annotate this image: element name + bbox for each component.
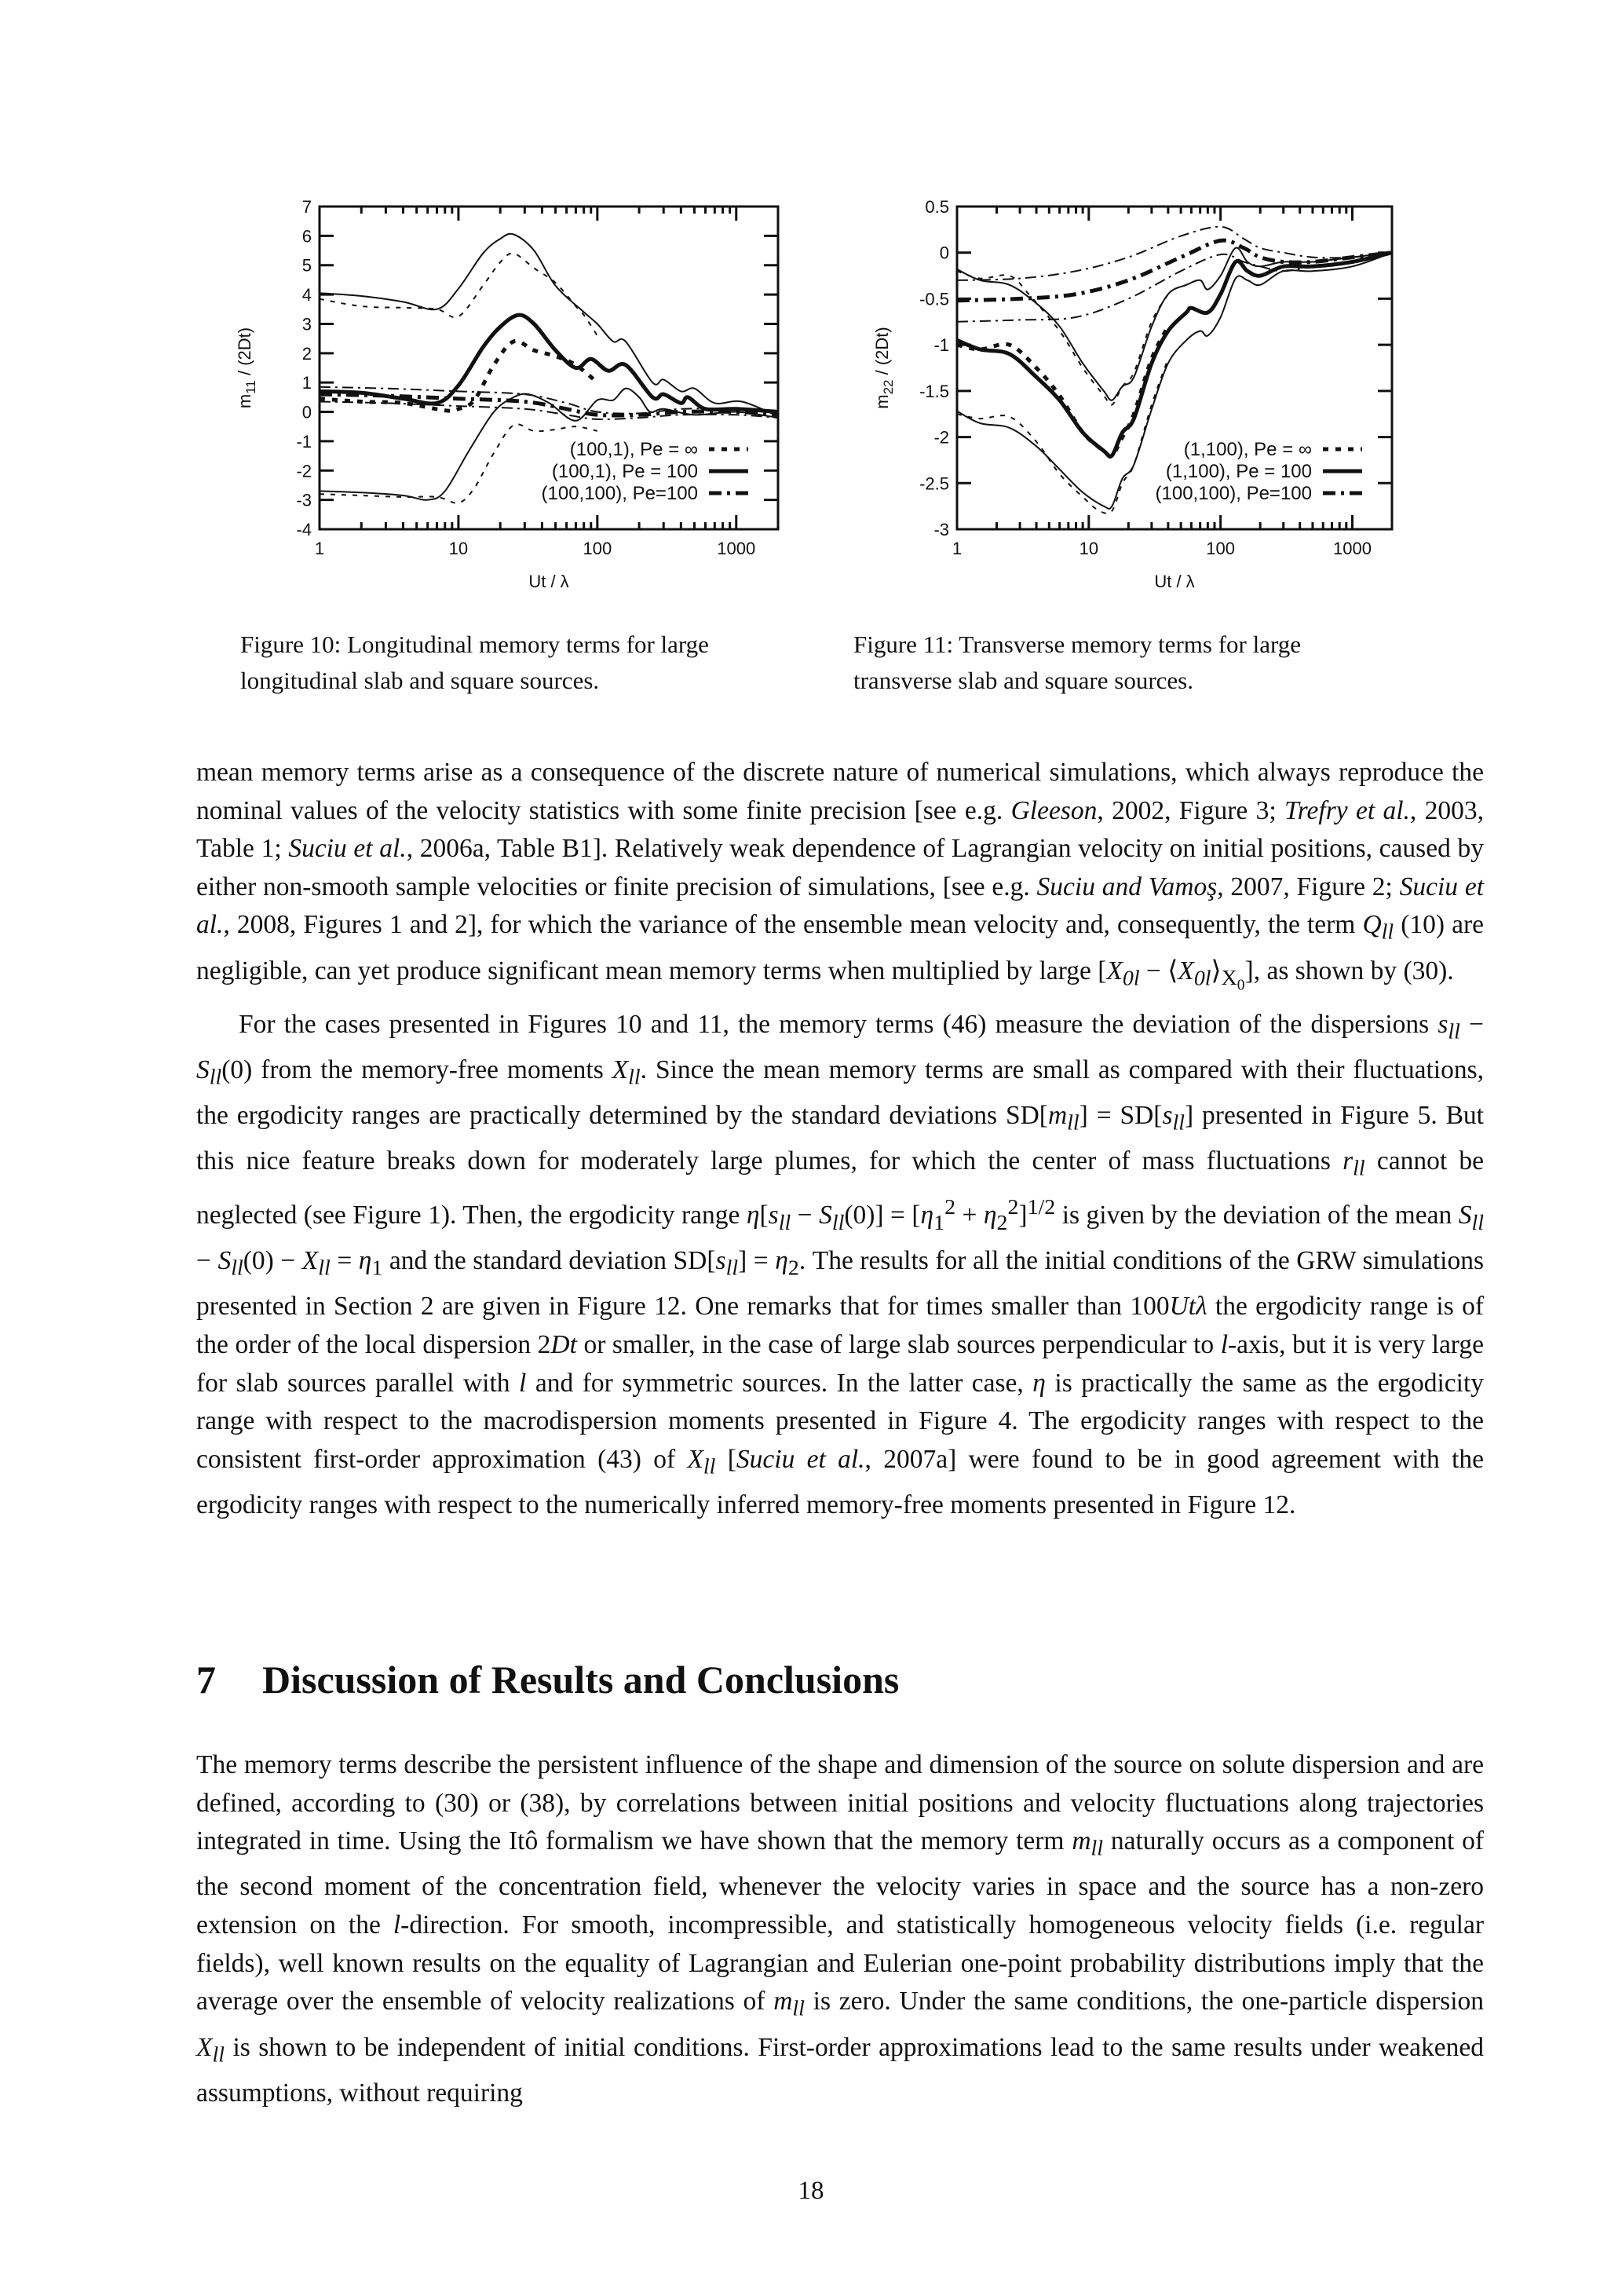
x-tick-label: 1 [952, 539, 963, 558]
data-series-line [320, 315, 778, 411]
section-title: Discussion of Results and Conclusions [262, 1658, 900, 1702]
section-heading [196, 1657, 899, 1702]
math-q: Q [1362, 910, 1382, 940]
y-tick-label: 6 [301, 226, 312, 247]
figure-10-plot [228, 157, 809, 597]
data-series-line [957, 271, 1168, 405]
y-axis-label: $m_{22} / (2Dt)$ [872, 327, 896, 409]
text-run: − ⟨ [1139, 956, 1178, 985]
legend-label: (100,1), Pe = ∞ [569, 439, 698, 460]
section-number: 7 [196, 1658, 216, 1702]
figure-11-caption-text-2: transverse slab and square sources. [853, 667, 1193, 694]
paragraph-1 [196, 754, 1484, 1006]
citation-suciu-2006a: Suciu et al. [288, 834, 407, 864]
paragraph-3: The memory terms describe the persistent influence of the shape and dimension of the source on solute dispersion and are defined, according to (30) or (38), by correlations between initial positions and velocity fluctuations along trajectories integrated in time. Using the Itô formalism we have shown that the memory term $m_{ll}$ naturally occurs as a component of the second moment of the concentration field, whenever the velocity varies in space and the source has a non-zero extension on the l-direction. For smooth, incompressible, and statistically homogeneous velocity fields (i.e. regular fields), well known results on the equality of Lagrangian and Eulerian one-point probability distributions imply that the average over the ensemble of velocity realizations of $m_{ll}$ is zero. Under the same conditions, the one-particle dispersion $X_{ll}$ is shown to be independent of initial conditions. First-order approximations lead to the same results under weakened assumptions, without requiring [196, 1750, 1485, 2108]
body-text-upper [196, 754, 1484, 1525]
math-subscript: ll [1381, 920, 1394, 945]
y-tick-label: -2 [296, 461, 312, 481]
text-run: ], as shown by (30). [1244, 956, 1454, 985]
data-series-line [957, 227, 1392, 280]
y-tick-label: 1 [301, 373, 312, 393]
body-text-lower [196, 1746, 1484, 2112]
citation-suciu-2008: Suciu et al. [196, 872, 1485, 940]
text-run: , 2007, Figure 2; [1217, 872, 1400, 901]
figure-11-caption [853, 627, 1450, 699]
y-tick-label: 0.5 [925, 197, 949, 217]
y-tick-label: -1 [933, 335, 949, 356]
plot-frame [320, 207, 778, 529]
y-axis-label: $m_{11} / (2Dt)$ [235, 327, 258, 409]
y-tick-label: -3 [933, 520, 949, 539]
text-run: ⟩ [1211, 956, 1222, 985]
math-subscript: X [1221, 966, 1237, 991]
y-tick-label: -3 [296, 490, 312, 510]
math-subscript: 0l [1122, 966, 1140, 991]
data-series-line [957, 327, 1168, 456]
y-tick-label: 3 [301, 314, 312, 335]
citation-trefry: Trefry et al. [1284, 795, 1410, 825]
y-tick-label: 0 [939, 243, 949, 263]
text-run: (10) are negligible, can yet produce significant mean memory terms when multiplied by large [ [196, 910, 1484, 985]
data-series-line [957, 359, 1168, 514]
y-tick-label: 2 [301, 343, 312, 364]
math-subscript: 0l [1193, 966, 1211, 991]
figure-11-plot [856, 157, 1437, 597]
figure-10-chart [228, 157, 809, 597]
x-tick-label: 1 [314, 539, 325, 558]
figure-10-caption-text-1: Longitudinal memory terms for large [347, 631, 709, 658]
data-series-line [320, 254, 597, 336]
legend-label: (1,100), Pe = ∞ [1183, 439, 1312, 460]
page-number: 18 [798, 2177, 824, 2205]
legend-label: (1,100), Pe = 100 [1165, 461, 1312, 482]
y-tick-label: -2.5 [919, 473, 949, 494]
y-tick-label: -1 [296, 431, 312, 452]
math-x: X [1178, 956, 1194, 985]
figure-10-caption-text-2: longitudinal slab and square sources. [240, 667, 600, 694]
citation-gleeson: Gleeson [1010, 795, 1098, 825]
y-tick-label: -0.5 [919, 289, 949, 309]
legend-label: (100,100), Pe=100 [541, 483, 698, 504]
text-run: mean memory terms arise as a consequence of the discrete nature of numerical simulations, which always reproduce the nominal values of the velocity statistics with some finite precision [see e.g. [196, 758, 1484, 825]
x-tick-label: 1000 [717, 539, 756, 558]
text-run: , 2003, Table 1; [196, 795, 1484, 864]
x-tick-label: 1000 [1333, 539, 1372, 558]
figure-10-caption-label: Figure 10: [240, 631, 342, 658]
x-axis-label: Ut / λ [528, 572, 569, 591]
x-tick-label: 100 [1206, 539, 1236, 558]
y-tick-label: 5 [301, 255, 312, 276]
x-tick-label: 100 [583, 539, 612, 558]
legend-label: (100,1), Pe = 100 [551, 461, 698, 482]
math-x: X [1106, 956, 1123, 985]
y-tick-label: -1.5 [919, 381, 949, 401]
data-series-line [957, 253, 1392, 322]
text-run: , 2006a, Table B1]. Relatively weak dependence of Lagrangian velocity on initial positions, caused by either non-smooth sample velocities or finite precision of simulations, [see e.g. [196, 834, 1484, 901]
x-tick-label: 10 [448, 539, 469, 558]
text-run: , 2008, Figures 1 and 2], for which the variance of the ensemble mean velocity and, consequently, the term [223, 910, 1363, 940]
y-tick-label: 7 [301, 197, 312, 217]
x-axis-label: Ut / λ [1154, 572, 1195, 591]
math-subscript: 0 [1237, 977, 1245, 994]
figure-11-chart [856, 157, 1437, 597]
y-tick-label: -2 [933, 427, 949, 448]
y-tick-label: -4 [296, 520, 312, 539]
y-tick-label: 4 [301, 285, 312, 305]
figure-10-caption [240, 627, 837, 699]
paragraph-2: For the cases presented in Figures 10 and 11, the memory terms (46) measure the deviation of the dispersions $s_{ll} - S_{ll}(0)$ from the memory-free moments $X_{ll}$. Since the mean memory terms are small as compared with their fluctuations, the ergodicity ranges are practically determined by the standard deviations $SD[m_{ll}] = SD[s_{ll}]$ presented in Figure 5. But this nice feature breaks down for moderately large plumes, for which the center of mass fluctuations $r_{ll}$ cannot be neglected (see Figure 1). Then, the ergodicity range $\eta[s_{ll} - S_{ll}(0)] = [\eta_1^2 + \eta_2^2]^{1/2}$ is given by the deviation of the mean $S_{ll} - S_{ll}(0) - X_{ll} = \eta_1$ and the standard deviation $SD[s_{ll}] = \eta_2$. The results for all the initial conditions of the GRW simulations presented in Section 2 are given in Figure 12. One remarks that for times smaller than 100Utλ the ergodicity range is of the order of the local dispersion 2Dt or smaller, in the case of large slab sources perpendicular to l-axis, but it is very large for slab sources parallel with l and for symmetric sources. In the latter case, η is practically the same as the ergodicity range with respect to the macrodispersion moments presented in Figure 4. The ergodicity ranges with respect to the consistent first-order approximation (43) of $X_{ll}$ [Suciu et al., 2007a] were found to be in good agreement with the ergodicity ranges with respect to the numerically inferred memory-free moments presented in Figure 12. [196, 1009, 1485, 1520]
y-tick-label: 0 [301, 402, 312, 422]
legend-label: (100,100), Pe=100 [1155, 483, 1312, 504]
text-run: , 2002, Figure 3; [1097, 795, 1284, 825]
citation-suciu-vamos: Suciu and Vamoş [1036, 872, 1218, 901]
x-tick-label: 10 [1079, 539, 1099, 558]
figure-11-caption-label: Figure 11: [853, 631, 954, 658]
plot-series-group [320, 234, 778, 503]
figure-11-caption-text-1: Transverse memory terms for large [959, 631, 1301, 658]
